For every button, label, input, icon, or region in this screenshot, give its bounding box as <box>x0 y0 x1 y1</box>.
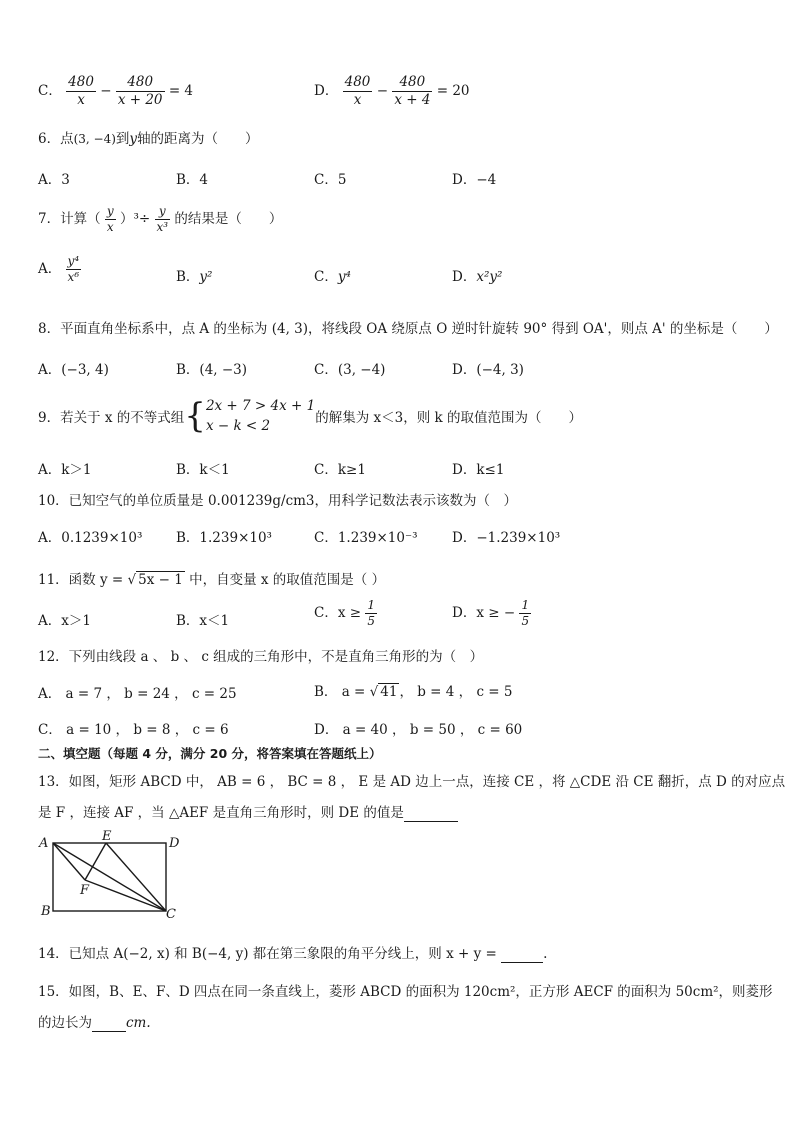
q7-option-b[interactable] <box>176 265 212 285</box>
option-text: k≤1 <box>476 462 505 478</box>
stem-text: 轴的距离为（ ） <box>137 131 259 147</box>
denominator: x <box>106 220 114 234</box>
option-letter: A． <box>38 530 62 546</box>
radicand: 41 <box>380 684 398 700</box>
fraction <box>116 74 165 109</box>
denominator: x + 20 <box>117 91 163 108</box>
q6-stem <box>38 127 259 147</box>
option-letter: C． <box>314 530 338 546</box>
option-text: 3 <box>61 172 70 188</box>
option-text: B． a = <box>314 684 370 700</box>
q9-option-a[interactable] <box>38 458 92 478</box>
stem-text: 的边长为 <box>38 1015 92 1031</box>
option-text: −1.239×10³ <box>476 530 561 546</box>
q6-option-b[interactable] <box>176 168 208 188</box>
q15-stem-line2 <box>38 1011 151 1032</box>
option-text: 1.239×10⁻³ <box>337 530 418 546</box>
label-a: A <box>39 836 49 851</box>
q10-option-c[interactable] <box>314 526 418 546</box>
minus-sign: − <box>376 82 389 99</box>
stem-text: cm. <box>126 1015 151 1031</box>
fraction <box>155 204 171 235</box>
option-letter: D． <box>452 269 477 285</box>
option-letter: B． <box>176 613 200 629</box>
q11-option-c[interactable] <box>314 598 377 629</box>
axis-name: y <box>129 131 138 147</box>
option-letter: B． <box>176 362 200 378</box>
stem-text: 14．已知点 A(−2, x) 和 B(−4, y) 都在第三象限的角平分线上，则 x + y = <box>38 946 502 962</box>
label-d: D <box>169 836 180 851</box>
option-text: x＞1 <box>61 613 91 629</box>
denominator: x <box>353 91 362 108</box>
q12-option-a[interactable]: A． a = 7 ， b = 24 ， c = 25 <box>38 686 237 702</box>
answer-blank[interactable] <box>92 1015 126 1032</box>
stem-text: 7．计算（ <box>38 211 101 227</box>
stem-text: 中，自变量 x 的取值范围是（ ） <box>184 572 386 588</box>
q13-figure <box>36 829 186 921</box>
inequality-system <box>206 396 315 436</box>
option-text: (4, −3) <box>199 362 248 378</box>
fraction <box>66 254 82 285</box>
fraction <box>343 74 373 109</box>
q9-stem <box>38 396 582 436</box>
denominator: x <box>77 91 85 108</box>
q9-option-d[interactable] <box>452 458 504 478</box>
q8-stem: 8．平面直角坐标系中，点 A 的坐标为 (4, 3)，将线段 OA 绕原点 O 逆时针旋转 90° 得到 OA'，则点 A' 的坐标是（ ） <box>38 321 778 337</box>
q8-option-a[interactable] <box>38 358 109 378</box>
option-text: 4 <box>199 172 209 188</box>
option-text: x＜1 <box>199 613 230 629</box>
radicand: 5x − 1 <box>138 572 183 588</box>
q12-option-c[interactable]: C． a = 10 ， b = 8 ， c = 6 <box>38 722 229 738</box>
option-letter: C． <box>38 82 62 99</box>
option-text: k≥1 <box>337 462 366 478</box>
segment-ef <box>85 843 106 880</box>
q10-stem: 10．已知空气的单位质量是 0.001239g/cm3，用科学记数法表示该数为（ ） <box>38 493 518 509</box>
q12-stem: 12．下列由线段 a 、 b 、 c 组成的三角形中，不是直角三角形的为（ ） <box>38 649 484 665</box>
q7-option-d[interactable] <box>452 265 502 285</box>
answer-blank[interactable] <box>501 946 543 963</box>
fraction <box>392 74 432 109</box>
denominator: x + 4 <box>394 91 431 108</box>
numerator: 480 <box>344 74 371 90</box>
option-letter: D． <box>452 362 477 378</box>
stem-text: 到 <box>115 131 130 147</box>
stem-text: 9．若关于 x 的不等式组 <box>38 410 185 426</box>
q6-option-d[interactable] <box>452 168 496 188</box>
option-text: (−3, 4) <box>61 362 109 378</box>
stem-text: 的解集为 x＜3，则 k 的取值范围为（ ） <box>315 410 582 426</box>
option-text: (−4, 3) <box>476 362 524 378</box>
option-text: 0.1239×10³ <box>61 530 143 546</box>
option-letter: B． <box>176 530 200 546</box>
option-letter: A． <box>38 362 62 378</box>
stem-text: 的结果是（ ） <box>174 211 283 227</box>
inequality: 2x + 7 > 4x + 1 <box>205 398 316 414</box>
numerator: y⁴ <box>67 254 80 268</box>
label-f: F <box>80 883 90 898</box>
option-letter: B． <box>176 172 200 188</box>
segment-ac <box>53 843 166 911</box>
q9-option-c[interactable] <box>314 458 366 478</box>
option-text: ， b = 4 ， c = 5 <box>399 684 513 700</box>
option-text: 5 <box>337 172 347 188</box>
q8-option-b[interactable] <box>176 358 247 378</box>
option-text: x²y² <box>476 269 503 285</box>
q10-option-d[interactable] <box>452 526 560 546</box>
sqrt-icon: √ <box>127 572 137 588</box>
point-coord: (3, −4) <box>73 132 116 146</box>
option-text: x ≥ − <box>476 605 516 621</box>
q15-stem-line1: 15．如图，B、E、F、D 四点在同一条直线上，菱形 ABCD 的面积为 120cm²，正方形 AECF 的面积为 50cm²，则菱形 <box>38 984 773 1000</box>
q10-option-a[interactable] <box>38 526 142 546</box>
option-letter: C． <box>314 269 338 285</box>
denominator: x⁶ <box>67 270 80 284</box>
fraction <box>519 598 531 629</box>
segment-af <box>53 843 85 880</box>
q12-option-d[interactable]: D． a = 40 ， b = 50 ， c = 60 <box>314 722 523 738</box>
option-text: (3, −4) <box>337 362 386 378</box>
option-text: y⁴ <box>337 269 351 285</box>
rhs: = 4 <box>168 82 194 99</box>
numerator: 1 <box>367 598 375 612</box>
option-letter: B． <box>176 462 200 478</box>
stem-text: 6．点 <box>38 131 74 147</box>
denominator: 5 <box>367 614 375 628</box>
q7-option-a[interactable] <box>38 254 81 285</box>
option-letter: D． <box>452 605 477 621</box>
option-text: k＜1 <box>199 462 230 478</box>
fraction <box>66 74 96 109</box>
option-letter: A． <box>38 261 62 277</box>
rhs: = 20 <box>436 82 470 99</box>
q10-option-b[interactable] <box>176 526 272 546</box>
numerator: y <box>155 204 171 220</box>
q11-stem <box>38 568 385 588</box>
option-text: x ≥ <box>337 605 362 621</box>
option-letter: A． <box>38 172 62 188</box>
option-letter: C． <box>314 172 338 188</box>
q5-option-d[interactable] <box>314 74 470 109</box>
option-letter: A． <box>38 462 62 478</box>
q11-option-b[interactable] <box>176 609 229 629</box>
brace-icon: { <box>184 396 206 436</box>
inequality: x − k < 2 <box>205 418 271 434</box>
label-e: E <box>102 829 112 844</box>
q7-option-c[interactable] <box>314 265 351 285</box>
denominator: 5 <box>521 614 530 628</box>
q5-option-c[interactable] <box>38 74 193 109</box>
q7-stem <box>38 204 282 235</box>
numerator: 480 <box>68 74 94 90</box>
q8-option-d[interactable] <box>452 358 524 378</box>
option-letter: D． <box>452 530 477 546</box>
fraction <box>365 598 377 629</box>
numerator: y <box>106 204 114 218</box>
segment-ce <box>106 843 166 911</box>
option-text: y² <box>199 269 213 285</box>
q13-stem-line2 <box>38 801 458 822</box>
numerator: 480 <box>116 74 165 92</box>
option-letter: D． <box>452 462 477 478</box>
option-text: −4 <box>476 172 497 188</box>
numerator: 1 <box>521 598 530 612</box>
stem-text: . <box>543 946 548 962</box>
option-letter: B． <box>176 269 200 285</box>
section-heading: 二、填空题（每题 4 分，满分 20 分，将答案填在答题纸上） <box>38 746 382 761</box>
numerator: 480 <box>392 74 432 92</box>
q11-option-d[interactable] <box>452 598 531 629</box>
answer-blank[interactable] <box>404 805 458 822</box>
minus-sign: − <box>100 82 112 99</box>
option-letter: D． <box>452 172 477 188</box>
option-letter: C． <box>314 362 338 378</box>
option-letter: D． <box>314 82 339 99</box>
q8-option-c[interactable] <box>314 358 385 378</box>
q11-option-a[interactable] <box>38 609 91 629</box>
label-c: C <box>166 907 176 921</box>
q14-stem <box>38 942 547 963</box>
stem-text: ）³÷ <box>119 211 151 227</box>
q6-option-a[interactable] <box>38 168 70 188</box>
option-letter: C． <box>314 462 338 478</box>
option-text: 1.239×10³ <box>199 530 272 546</box>
label-b: B <box>41 904 51 919</box>
stem-text: 是 F ，连接 AF ，当 △AEF 是直角三角形时，则 DE 的值是 <box>38 805 404 821</box>
segment-fc <box>85 880 166 911</box>
q9-option-b[interactable] <box>176 458 230 478</box>
option-text: k＞1 <box>61 462 92 478</box>
fraction <box>105 204 116 235</box>
q6-option-c[interactable] <box>314 168 346 188</box>
option-letter: C． <box>314 605 338 621</box>
stem-text: 11．函数 y = <box>38 572 128 588</box>
sqrt-icon: √ <box>369 684 379 700</box>
q13-stem-line1: 13．如图，矩形 ABCD 中， AB = 6 ， BC = 8 ， E 是 AD 边上一点，连接 CE ，将 △CDE 沿 CE 翻折，点 D 的对应点 <box>38 774 786 790</box>
q12-option-b[interactable] <box>314 680 513 700</box>
denominator: x³ <box>156 220 169 234</box>
option-letter: A． <box>38 613 62 629</box>
